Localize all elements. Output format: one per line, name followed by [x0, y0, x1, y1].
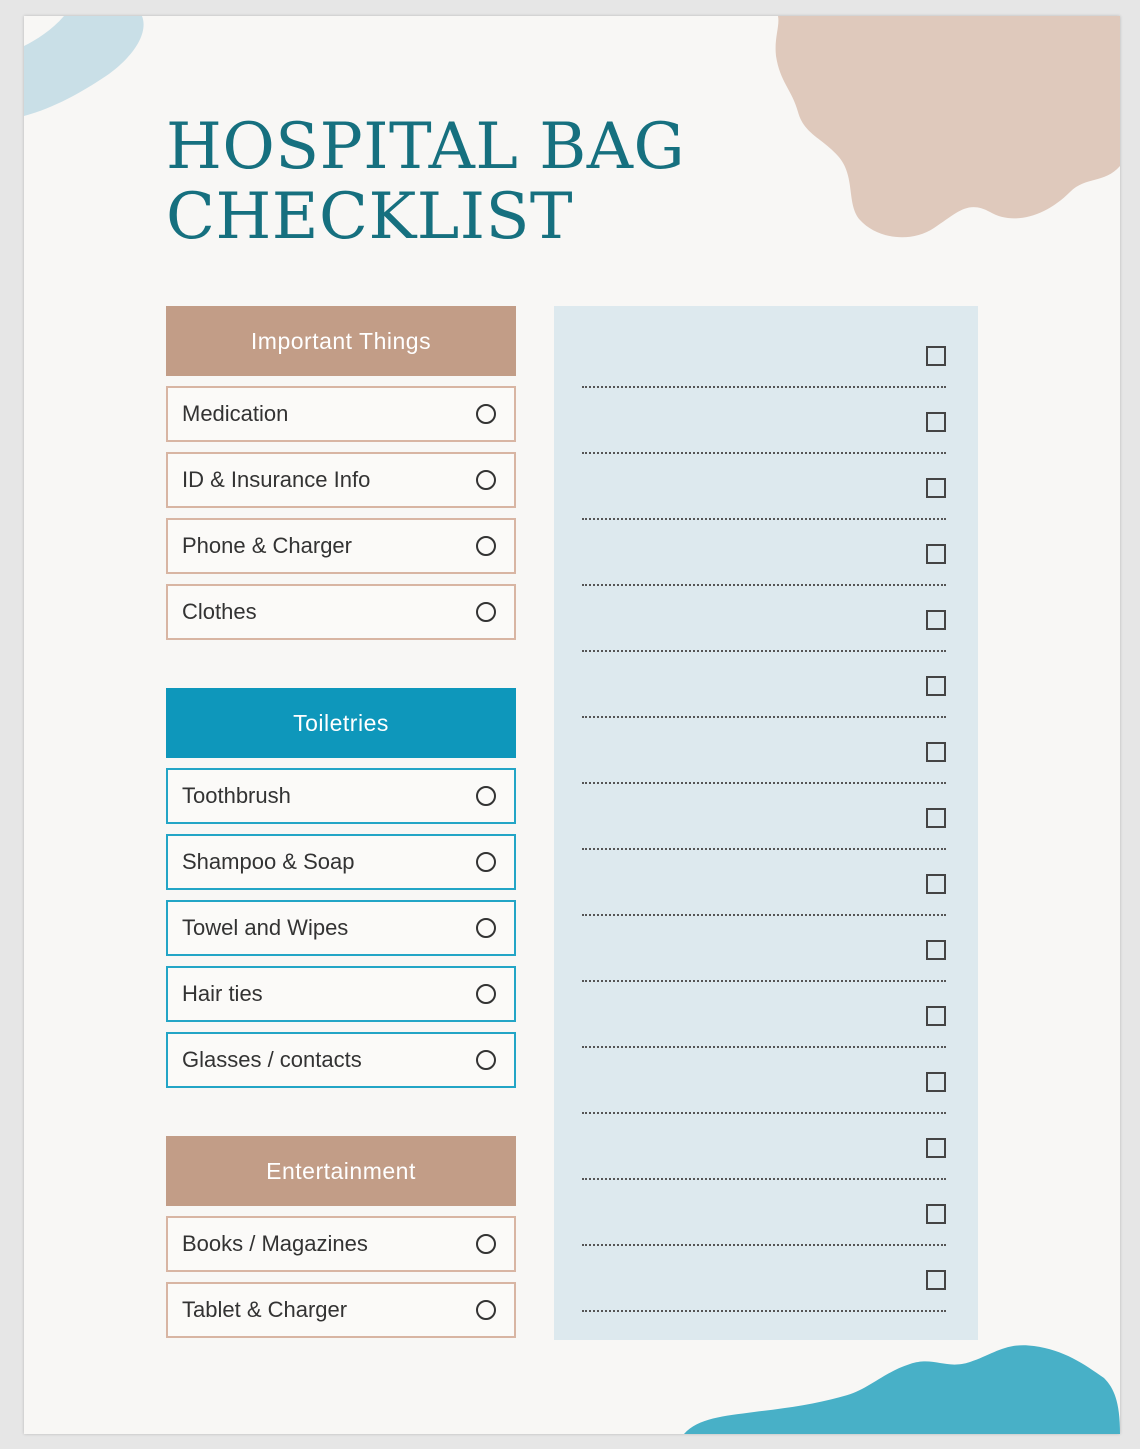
square-checkbox-icon[interactable]	[926, 808, 946, 828]
page-title	[166, 112, 685, 252]
note-row[interactable]	[582, 322, 946, 388]
note-row[interactable]	[582, 586, 946, 652]
note-row[interactable]	[582, 454, 946, 520]
dotted-line	[582, 1310, 946, 1312]
item-label: Towel and Wipes	[182, 915, 349, 940]
teal-paint-blob	[684, 1342, 1120, 1434]
blue-paint-blob	[24, 16, 154, 126]
tan-paint-blob	[764, 16, 1120, 246]
note-row[interactable]	[582, 1246, 946, 1312]
note-row[interactable]	[582, 652, 946, 718]
title-line-1: HOSPITAL BAG	[166, 110, 686, 184]
note-row[interactable]	[582, 1048, 946, 1114]
note-row[interactable]	[582, 388, 946, 454]
section-header: Entertainment	[166, 1136, 516, 1206]
square-checkbox-icon[interactable]	[926, 1072, 946, 1092]
item-label: Clothes	[182, 599, 257, 624]
section-entertainment	[166, 1136, 516, 1338]
checklist-item[interactable]	[166, 1282, 516, 1338]
note-row[interactable]	[582, 982, 946, 1048]
checklist-item[interactable]	[166, 900, 516, 956]
square-checkbox-icon[interactable]	[926, 412, 946, 432]
circle-checkbox-icon[interactable]	[476, 1050, 496, 1070]
circle-checkbox-icon[interactable]	[476, 536, 496, 556]
square-checkbox-icon[interactable]	[926, 1138, 946, 1158]
notes-panel	[554, 306, 978, 1340]
checklist-page	[24, 16, 1120, 1434]
checklist-item[interactable]	[166, 1216, 516, 1272]
circle-checkbox-icon[interactable]	[476, 1234, 496, 1254]
circle-checkbox-icon[interactable]	[476, 852, 496, 872]
item-label: Medication	[182, 401, 289, 426]
item-label: ID & Insurance Info	[182, 467, 371, 492]
checklist-item[interactable]	[166, 768, 516, 824]
section-toiletries	[166, 688, 516, 1088]
item-label: Books / Magazines	[182, 1231, 368, 1256]
checklist-item[interactable]	[166, 386, 516, 442]
note-row[interactable]	[582, 1180, 946, 1246]
square-checkbox-icon[interactable]	[926, 478, 946, 498]
section-important-things	[166, 306, 516, 640]
circle-checkbox-icon[interactable]	[476, 918, 496, 938]
circle-checkbox-icon[interactable]	[476, 984, 496, 1004]
square-checkbox-icon[interactable]	[926, 610, 946, 630]
item-label: Glasses / contacts	[182, 1047, 362, 1072]
checklist-item[interactable]	[166, 584, 516, 640]
circle-checkbox-icon[interactable]	[476, 1300, 496, 1320]
section-header: Toiletries	[166, 688, 516, 758]
square-checkbox-icon[interactable]	[926, 346, 946, 366]
item-label: Hair ties	[182, 981, 263, 1006]
item-label: Toothbrush	[182, 783, 291, 808]
square-checkbox-icon[interactable]	[926, 544, 946, 564]
note-row[interactable]	[582, 718, 946, 784]
checklist-item[interactable]	[166, 518, 516, 574]
note-row[interactable]	[582, 1114, 946, 1180]
note-row[interactable]	[582, 916, 946, 982]
checklist-item[interactable]	[166, 966, 516, 1022]
square-checkbox-icon[interactable]	[926, 676, 946, 696]
title-line-2: CHECKLIST	[166, 180, 574, 254]
square-checkbox-icon[interactable]	[926, 1270, 946, 1290]
item-label: Shampoo & Soap	[182, 849, 355, 874]
checklist-item[interactable]	[166, 1032, 516, 1088]
section-header: Important Things	[166, 306, 516, 376]
circle-checkbox-icon[interactable]	[476, 602, 496, 622]
square-checkbox-icon[interactable]	[926, 1204, 946, 1224]
note-row[interactable]	[582, 520, 946, 586]
circle-checkbox-icon[interactable]	[476, 404, 496, 424]
item-label: Tablet & Charger	[182, 1297, 348, 1322]
square-checkbox-icon[interactable]	[926, 1006, 946, 1026]
note-row[interactable]	[582, 784, 946, 850]
note-row[interactable]	[582, 850, 946, 916]
circle-checkbox-icon[interactable]	[476, 786, 496, 806]
checklist-item[interactable]	[166, 834, 516, 890]
item-label: Phone & Charger	[182, 533, 352, 558]
checklist-item[interactable]	[166, 452, 516, 508]
square-checkbox-icon[interactable]	[926, 940, 946, 960]
square-checkbox-icon[interactable]	[926, 742, 946, 762]
circle-checkbox-icon[interactable]	[476, 470, 496, 490]
square-checkbox-icon[interactable]	[926, 874, 946, 894]
